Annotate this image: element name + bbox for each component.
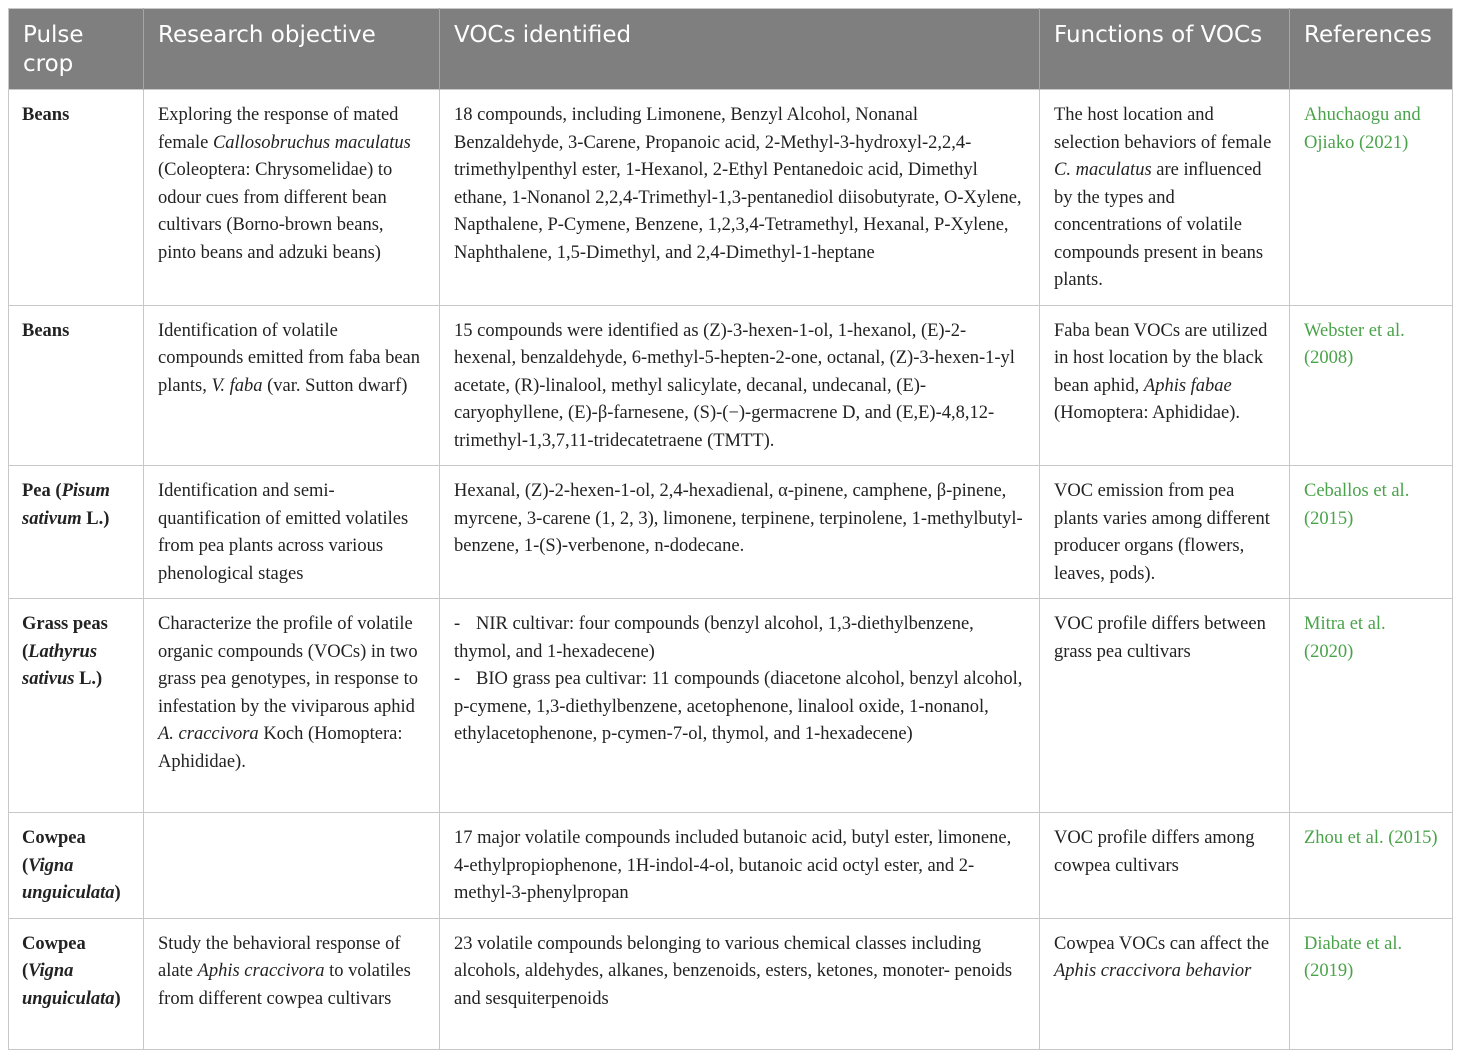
cell-vocs-identified: 17 major volatile compounds included butanoic acid, butyl ester, limonene, 4-ethylpropiophenone, 1H-indol-4-ol, butanoic acid octyl ester, and 2-methyl-3-phenylpropan — [440, 813, 1040, 919]
header-functions: Functions of VOCs — [1040, 9, 1290, 90]
table-body — [9, 90, 1453, 1050]
reference-link[interactable]: Mitra et al. (2020) — [1304, 614, 1386, 662]
cell-functions: VOC emission from pea plants varies among different producer organs (flowers, leaves, pods). — [1040, 466, 1290, 599]
reference-link[interactable]: Zhou et al. (2015) — [1304, 828, 1438, 848]
voc-list-item: - NIR cultivar: four compounds (benzyl alcohol, 1,3-diethylbenzene, thymol, and 1-hexadecene) — [454, 614, 974, 662]
cell-research-objective: Characterize the profile of volatile organic compounds (VOCs) in two grass pea genotypes, in response to infestation by the viviparous aphid A. craccivora Koch (Homoptera: Aphididae). — [144, 599, 440, 813]
table-row — [9, 813, 1453, 919]
cell-reference — [1290, 918, 1453, 1049]
cell-functions: Faba bean VOCs are utilized in host location by the black bean aphid, Aphis fabae (Homoptera: Aphididae). — [1040, 305, 1290, 466]
reference-link[interactable]: Ahuchaogu and Ojiako (2021) — [1304, 105, 1421, 153]
cell-research-objective — [144, 813, 440, 919]
cell-research-objective: Identification of volatile compounds emitted from faba bean plants, V. faba (var. Sutton dwarf) — [144, 305, 440, 466]
cell-research-objective: Study the behavioral response of alate Aphis craccivora to volatiles from different cowpea cultivars — [144, 918, 440, 1049]
cell-reference — [1290, 599, 1453, 813]
cell-functions: VOC profile differs among cowpea cultivars — [1040, 813, 1290, 919]
table-row — [9, 918, 1453, 1049]
cell-research-objective: Identification and semi-quantification of emitted volatiles from pea plants across various phenological stages — [144, 466, 440, 599]
reference-link[interactable]: Diabate et al. (2019) — [1304, 933, 1403, 981]
cell-vocs-identified: 15 compounds were identified as (Z)-3-hexen-1-ol, 1-hexanol, (E)-2-hexenal, benzaldehyde, 6-methyl-5-hepten-2-one, octanal, (Z)-3-hexen-1-yl acetate, (R)-linalool, methyl salicylate, decanal, undecanal, (E)-caryophyllene, (E)-β-farnesene, (S)-(−)-germacrene D, and (E,E)-4,8,12-trimethyl-1,3,7,11-tridecatetraene (TMTT). — [440, 305, 1040, 466]
cell-reference — [1290, 305, 1453, 466]
cell-vocs-identified — [440, 599, 1040, 813]
cell-reference — [1290, 813, 1453, 919]
cell-pulse-crop: Cowpea (Vigna unguiculata) — [9, 813, 144, 919]
cell-pulse-crop: Grass peas (Lathyrus sativus L.) — [9, 599, 144, 813]
voc-list-item: - BIO grass pea cultivar: 11 compounds (diacetone alcohol, benzyl alcohol, p-cymene, 1,3-diethylbenzene, acetophenone, linalool oxide, 1-nonanol, ethylacetophenone, p-cymen-7-ol, thymol, and 1-hexadecene) — [454, 669, 1023, 744]
cell-vocs-identified: 18 compounds, including Limonene, Benzyl Alcohol, Nonanal Benzaldehyde, 3-Carene, Propanoic acid, 2-Methyl-3-hydroxyl-2,2,4-trimethylpenthyl ester, 1-Hexanol, 2-Ethyl Pentanedoic acid, Dimethyl ethane, 1-Nonanol 2,2,4-Trimethyl-1,3-pentanediol diisobutyrate, O-Xylene, Napthalene, P-Cymene, Benzene, 1,2,3,4-Tetramethyl, Hexanal, P-Xylene, Naphthalene, 1,5-Dimethyl, and 2,4-Dimethyl-1-heptane — [440, 90, 1040, 306]
table-row — [9, 599, 1453, 813]
header-research-objective: Research objective — [144, 9, 440, 90]
cell-pulse-crop: Beans — [9, 90, 144, 306]
table-header — [9, 9, 1453, 90]
header-vocs-identified: VOCs identified — [440, 9, 1040, 90]
header-pulse-crop: Pulse crop — [9, 9, 144, 90]
table-row — [9, 305, 1453, 466]
cell-reference — [1290, 466, 1453, 599]
table-container — [8, 8, 1452, 1050]
cell-functions: Cowpea VOCs can affect the Aphis craccivora behavior — [1040, 918, 1290, 1049]
cell-pulse-crop: Beans — [9, 305, 144, 466]
cell-pulse-crop: Cowpea (Vigna unguiculata) — [9, 918, 144, 1049]
reference-link[interactable]: Webster et al. (2008) — [1304, 320, 1405, 368]
reference-link[interactable]: Ceballos et al. (2015) — [1304, 481, 1410, 529]
cell-vocs-identified: Hexanal, (Z)-2-hexen-1-ol, 2,4-hexadienal, α-pinene, camphene, β-pinene, myrcene, 3-carene (1, 2, 3), limonene, terpinene, terpinolene, 1-methylbutyl-benzene, 1-(S)-verbenone, n-dodecane. — [440, 466, 1040, 599]
table-row — [9, 90, 1453, 306]
cell-research-objective: Exploring the response of mated female Callosobruchus maculatus (Coleoptera: Chrysomelidae) to odour cues from different bean cultivars (Borno-brown beans, pinto beans and adzuki beans) — [144, 90, 440, 306]
cell-reference — [1290, 90, 1453, 306]
cell-functions: The host location and selection behaviors of female C. maculatus are influenced by the types and concentrations of volatile compounds present in beans plants. — [1040, 90, 1290, 306]
cell-functions: VOC profile differs between grass pea cultivars — [1040, 599, 1290, 813]
table-row — [9, 466, 1453, 599]
header-references: References — [1290, 9, 1453, 90]
cell-pulse-crop: Pea (Pisum sativum L.) — [9, 466, 144, 599]
cell-vocs-identified: 23 volatile compounds belonging to various chemical classes including alcohols, aldehydes, alkanes, benzenoids, esters, ketones, monoter- penoids and sesquiterpenoids — [440, 918, 1040, 1049]
voc-table — [8, 8, 1453, 1050]
